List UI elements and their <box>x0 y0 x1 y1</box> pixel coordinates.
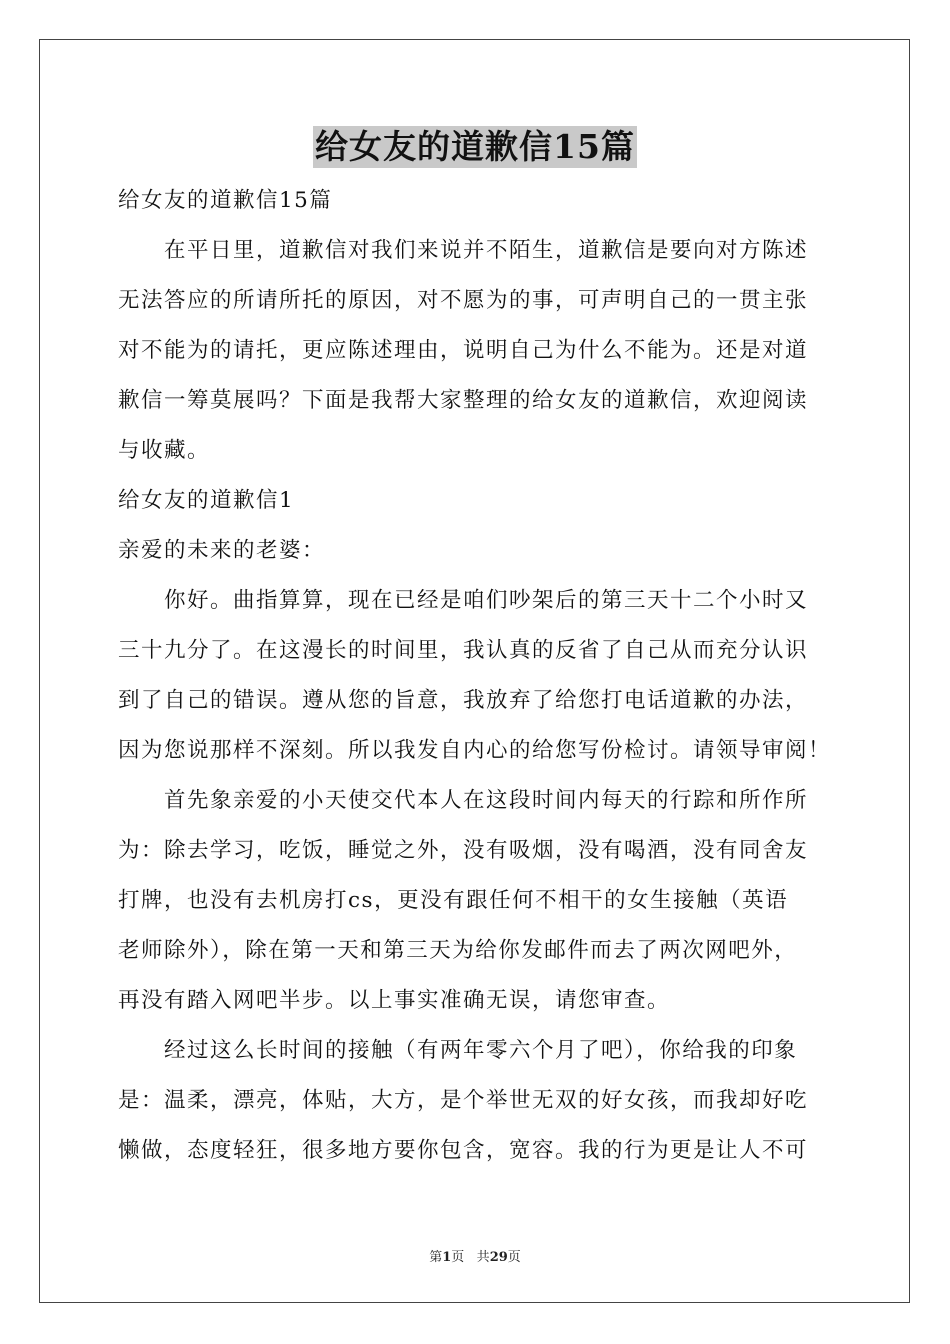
text-line: 亲爱的未来的老婆： <box>118 538 326 563</box>
text-line: 给女友的道歉信1 <box>118 488 295 513</box>
page-footer <box>0 1246 950 1265</box>
text-line: 与收藏。 <box>118 438 211 463</box>
page-label-suffix: 页 <box>451 1250 465 1265</box>
text-line: 无法答应的所请所托的原因，对不愿为的事，可声明自己的一贯主张 <box>118 288 809 313</box>
text-line: 再没有踏入网吧半步。以上事实准确无误，请您审查。 <box>118 988 671 1013</box>
title-container <box>0 126 950 168</box>
text-line: 为：除去学习，吃饭，睡觉之外，没有吸烟，没有喝酒，没有同舍友 <box>118 838 809 863</box>
text-line: 歉信一筹莫展吗？下面是我帮大家整理的给女友的道歉信，欢迎阅读 <box>118 388 809 413</box>
page-label-prefix: 第 <box>429 1250 443 1265</box>
text-line: 对不能为的请托，更应陈述理由，说明自己为什么不能为。还是对道 <box>118 338 809 363</box>
text-line: 老师除外），除在第一天和第三天为给你发邮件而去了两次网吧外， <box>118 938 798 963</box>
page-number: 1 <box>442 1250 452 1265</box>
document-body <box>118 176 838 1176</box>
text-line: 你好。曲指算算，现在已经是咱们吵架后的第三天十二个小时又 <box>164 588 809 613</box>
text-line: 在平日里，道歉信对我们来说并不陌生，道歉信是要向对方陈述 <box>164 238 809 263</box>
total-label-prefix: 共 <box>476 1250 490 1265</box>
document-title: 给女友的道歉信15篇 <box>315 127 635 166</box>
total-pages: 29 <box>489 1250 508 1265</box>
text-line: 懒做，态度轻狂，很多地方要你包含，宽容。我的行为更是让人不可 <box>118 1138 809 1163</box>
text-line: 三十九分了。在这漫长的时间里，我认真的反省了自己从而充分认识 <box>118 638 809 663</box>
text-line: 首先象亲爱的小天使交代本人在这段时间内每天的行踪和所作所 <box>164 788 809 813</box>
text-line: 打牌，也没有去机房打cs，更没有跟任何不相干的女生接触（英语 <box>118 888 789 913</box>
text-line: 经过这么长时间的接触（有两年零六个月了吧），你给我的印象 <box>164 1038 798 1063</box>
total-label-suffix: 页 <box>507 1250 521 1265</box>
text-line: 给女友的道歉信15篇 <box>118 188 333 213</box>
text-line: 到了自己的错误。遵从您的旨意，我放弃了给您打电话道歉的办法， <box>118 688 809 713</box>
text-line: 是：温柔，漂亮，体贴，大方，是个举世无双的好女孩，而我却好吃 <box>118 1088 809 1113</box>
text-line: 因为您说那样不深刻。所以我发自内心的给您写份检讨。请领导审阅！ <box>118 738 832 763</box>
